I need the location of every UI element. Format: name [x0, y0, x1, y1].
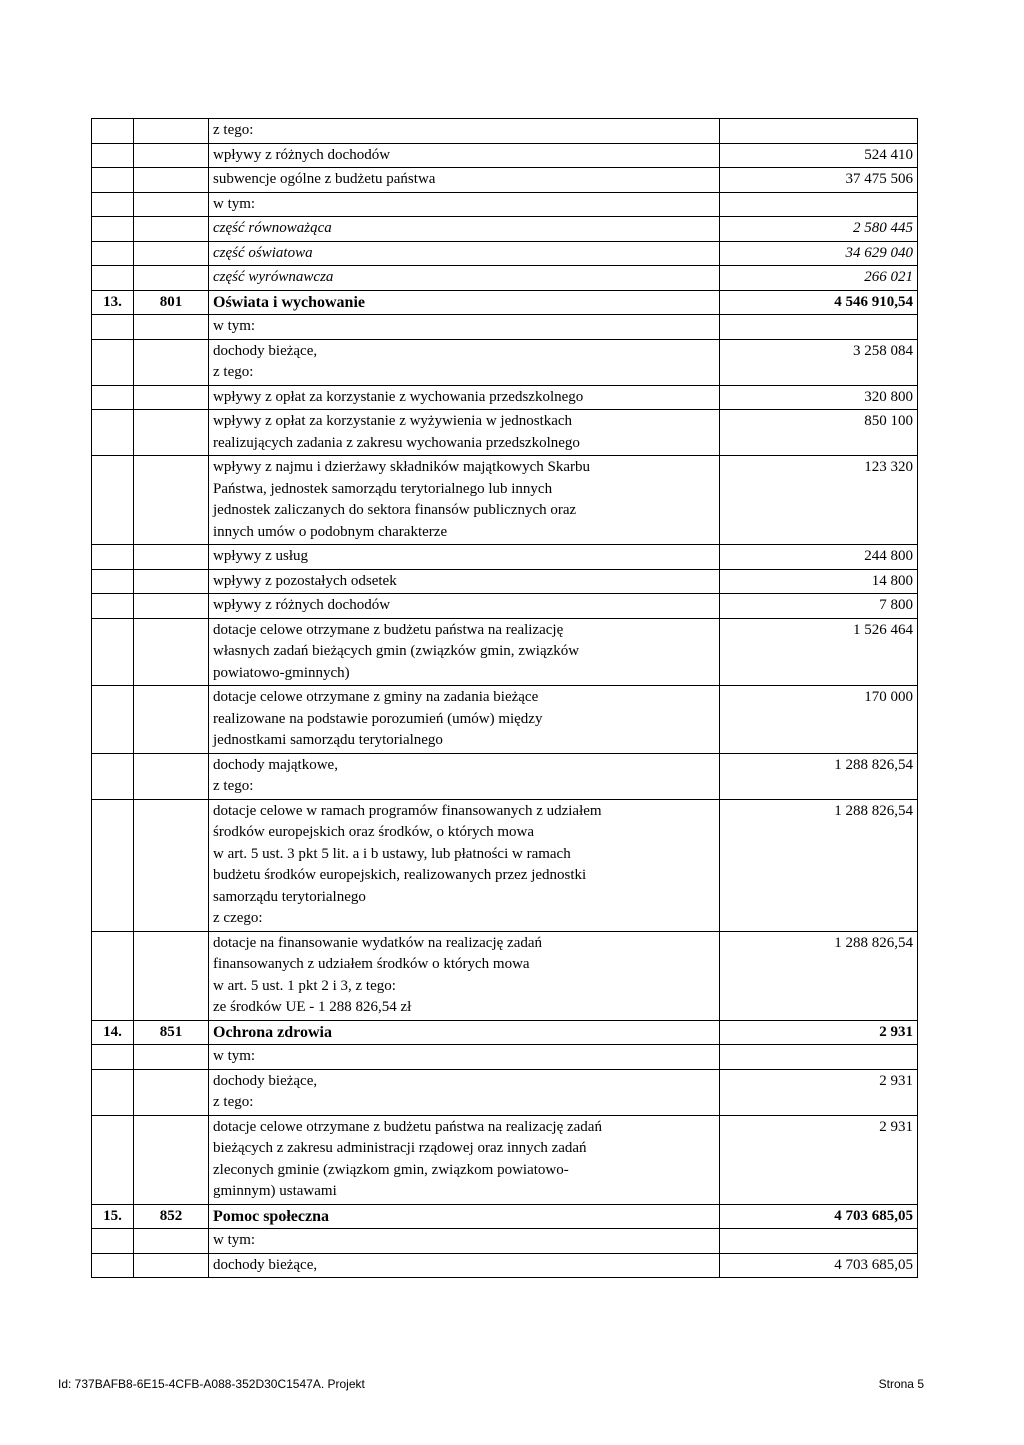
description-line: dotacje na finansowanie wydatków na realizację zadań	[213, 934, 543, 951]
description-line: część oświatowa	[213, 244, 313, 261]
description-line: Państwa, jednostek samorządu terytorialnego lub innych	[213, 480, 553, 497]
section-code	[134, 1253, 209, 1278]
description-line: część równoważąca	[213, 220, 332, 236]
row-description	[209, 931, 720, 1020]
row-amount: 850 100	[720, 410, 918, 456]
description-line: dotacje celowe otrzymane z budżetu państwa na realizację	[213, 621, 564, 638]
row-number	[92, 119, 134, 144]
description-line: środków europejskich oraz środków, o których mowa	[213, 824, 535, 840]
section-code	[134, 410, 209, 456]
row-description	[209, 1115, 720, 1204]
table-row	[92, 1229, 918, 1254]
table-row	[92, 1115, 918, 1204]
row-description	[209, 241, 720, 266]
description-line: realizowane na podstawie porozumień (umów) między	[213, 710, 543, 727]
section-code	[134, 1045, 209, 1070]
description-line: Oświata i wychowanie	[213, 293, 365, 311]
row-description	[209, 594, 720, 619]
row-number	[92, 192, 134, 217]
row-amount	[720, 1045, 918, 1070]
table-row	[92, 385, 918, 410]
row-description	[209, 192, 720, 217]
row-number: 13.	[92, 290, 134, 315]
row-amount	[720, 1229, 918, 1254]
row-number	[92, 143, 134, 168]
row-number: 15.	[92, 1204, 134, 1229]
description-line: w tym:	[213, 318, 256, 334]
section-code	[134, 266, 209, 291]
row-amount: 7 800	[720, 594, 918, 619]
table-row	[92, 618, 918, 686]
table-row	[92, 594, 918, 619]
row-amount: 1 526 464	[720, 618, 918, 686]
income-table	[91, 118, 918, 1278]
description-line: dochody bieżące,	[213, 342, 318, 359]
description-line: powiatowo-gminnych)	[213, 664, 350, 681]
row-number	[92, 1253, 134, 1278]
row-number	[92, 799, 134, 931]
row-description	[209, 385, 720, 410]
row-number	[92, 931, 134, 1020]
section-code	[134, 569, 209, 594]
row-description	[209, 1253, 720, 1278]
description-line: bieżących z zakresu administracji rządowej oraz innych zadań	[213, 1140, 587, 1156]
row-description	[209, 1069, 720, 1115]
table-row	[92, 545, 918, 570]
row-description	[209, 545, 720, 570]
table-row	[92, 456, 918, 545]
table-row	[92, 339, 918, 385]
table-row	[92, 241, 918, 266]
table-row	[92, 290, 918, 315]
income-table-body	[92, 119, 918, 1278]
row-number	[92, 168, 134, 193]
description-line: w art. 5 ust. 3 pkt 5 lit. a i b ustawy, lub płatności w ramach	[213, 845, 571, 862]
row-amount: 4 546 910,54	[720, 290, 918, 315]
row-number	[92, 410, 134, 456]
description-line: z tego:	[213, 1094, 254, 1110]
row-description	[209, 1229, 720, 1254]
table-row	[92, 192, 918, 217]
description-line: Ochrona zdrowia	[213, 1023, 332, 1041]
row-number	[92, 1045, 134, 1070]
description-line: w tym:	[213, 1048, 256, 1064]
description-line: wpływy z opłat za korzystanie z wychowania przedszkolnego	[213, 388, 584, 405]
row-amount	[720, 119, 918, 144]
table-row	[92, 1253, 918, 1278]
table-row	[92, 569, 918, 594]
row-description	[209, 119, 720, 144]
table-row	[92, 217, 918, 242]
description-line: wpływy z najmu i dzierżawy składników majątkowych Skarbu	[213, 459, 590, 475]
table-row	[92, 1069, 918, 1115]
section-code	[134, 545, 209, 570]
row-number	[92, 1229, 134, 1254]
row-number	[92, 217, 134, 242]
table-row	[92, 1020, 918, 1045]
row-number	[92, 569, 134, 594]
section-code	[134, 799, 209, 931]
section-code	[134, 1069, 209, 1115]
description-line: część wyrównawcza	[213, 269, 334, 285]
row-number	[92, 686, 134, 754]
description-line: jednostkami samorządu terytorialnego	[213, 732, 443, 748]
row-number	[92, 753, 134, 799]
row-number	[92, 1115, 134, 1204]
row-amount: 1 288 826,54	[720, 931, 918, 1020]
row-number	[92, 545, 134, 570]
section-code	[134, 119, 209, 144]
description-line: w art. 5 ust. 1 pkt 2 i 3, z tego:	[213, 977, 396, 994]
document-id: Id: 737BAFB8-6E15-4CFB-A088-352D30C1547A. Projekt	[58, 1377, 365, 1391]
row-amount	[720, 315, 918, 340]
description-line: gminnym) ustawami	[213, 1183, 337, 1199]
table-row	[92, 119, 918, 144]
row-number	[92, 266, 134, 291]
table-row	[92, 143, 918, 168]
description-line: zleconych gminie (związkom gmin, związkom powiatowo-	[213, 1161, 569, 1178]
section-code	[134, 385, 209, 410]
table-row	[92, 266, 918, 291]
section-code: 801	[134, 290, 209, 315]
table-row	[92, 686, 918, 754]
description-line: Pomoc społeczna	[213, 1207, 329, 1225]
row-description	[209, 799, 720, 931]
row-amount: 1 288 826,54	[720, 799, 918, 931]
row-number	[92, 339, 134, 385]
description-line: dochody bieżące,	[213, 1256, 318, 1273]
row-amount: 3 258 084	[720, 339, 918, 385]
table-row	[92, 753, 918, 799]
description-line: wpływy z pozostałych odsetek	[213, 572, 397, 589]
section-code	[134, 931, 209, 1020]
section-code	[134, 456, 209, 545]
section-code	[134, 618, 209, 686]
description-line: z tego:	[213, 778, 254, 794]
section-code	[134, 241, 209, 266]
description-line: wpływy z różnych dochodów	[213, 146, 391, 163]
section-code	[134, 192, 209, 217]
description-line: z czego:	[213, 910, 263, 926]
row-amount: 2 580 445	[720, 217, 918, 242]
row-amount: 4 703 685,05	[720, 1204, 918, 1229]
description-line: ze środków UE - 1 288 826,54 zł	[213, 999, 412, 1015]
description-line: własnych zadań bieżących gmin (związków gmin, związków	[213, 643, 580, 659]
row-amount: 1 288 826,54	[720, 753, 918, 799]
description-line: finansowanych z udziałem środków o których mowa	[213, 956, 530, 972]
row-amount: 2 931	[720, 1115, 918, 1204]
row-amount: 37 475 506	[720, 168, 918, 193]
description-line: dochody bieżące,	[213, 1072, 318, 1089]
description-line: w tym:	[213, 195, 256, 212]
row-number	[92, 315, 134, 340]
row-number: 14.	[92, 1020, 134, 1045]
row-description	[209, 753, 720, 799]
table-row	[92, 1045, 918, 1070]
table-row	[92, 168, 918, 193]
row-amount: 123 320	[720, 456, 918, 545]
row-amount: 266 021	[720, 266, 918, 291]
description-line: dochody majątkowe,	[213, 756, 338, 773]
section-code: 851	[134, 1020, 209, 1045]
section-code: 852	[134, 1204, 209, 1229]
row-description	[209, 290, 720, 315]
row-amount: 2 931	[720, 1020, 918, 1045]
row-description	[209, 143, 720, 168]
row-description	[209, 1020, 720, 1045]
row-description	[209, 315, 720, 340]
row-description	[209, 410, 720, 456]
row-description	[209, 569, 720, 594]
description-line: budżetu środków europejskich, realizowanych przez jednostki	[213, 867, 587, 883]
section-code	[134, 339, 209, 385]
description-line: subwencje ogólne z budżetu państwa	[213, 171, 436, 187]
section-code	[134, 217, 209, 242]
row-description	[209, 1204, 720, 1229]
section-code	[134, 168, 209, 193]
row-amount: 320 800	[720, 385, 918, 410]
description-line: wpływy z opłat za korzystanie z wyżywienia w jednostkach	[213, 413, 573, 429]
row-amount: 2 931	[720, 1069, 918, 1115]
description-line: dotacje celowe w ramach programów finansowanych z udziałem	[213, 802, 602, 819]
row-number	[92, 456, 134, 545]
row-amount: 14 800	[720, 569, 918, 594]
section-code	[134, 753, 209, 799]
table-row	[92, 1204, 918, 1229]
description-line: jednostek zaliczanych do sektora finansów publicznych oraz	[213, 502, 577, 518]
description-line: w tym:	[213, 1232, 256, 1248]
table-row	[92, 931, 918, 1020]
table-row	[92, 410, 918, 456]
row-number	[92, 618, 134, 686]
section-code	[134, 1229, 209, 1254]
section-code	[134, 143, 209, 168]
table-row	[92, 315, 918, 340]
section-code	[134, 1115, 209, 1204]
page-number: Strona 5	[878, 1377, 924, 1391]
section-code	[134, 315, 209, 340]
description-line: wpływy z usług	[213, 548, 308, 564]
row-number	[92, 385, 134, 410]
row-description	[209, 168, 720, 193]
table-row	[92, 799, 918, 931]
row-amount: 524 410	[720, 143, 918, 168]
row-amount: 4 703 685,05	[720, 1253, 918, 1278]
row-description	[209, 339, 720, 385]
section-code	[134, 594, 209, 619]
row-description	[209, 266, 720, 291]
description-line: samorządu terytorialnego	[213, 888, 366, 905]
row-description	[209, 456, 720, 545]
row-description	[209, 686, 720, 754]
row-number	[92, 1069, 134, 1115]
description-line: realizujących zadania z zakresu wychowania przedszkolnego	[213, 434, 580, 451]
row-amount: 170 000	[720, 686, 918, 754]
row-amount: 34 629 040	[720, 241, 918, 266]
row-number	[92, 241, 134, 266]
section-code	[134, 686, 209, 754]
row-amount	[720, 192, 918, 217]
description-line: innych umów o podobnym charakterze	[213, 523, 448, 540]
description-line: z tego:	[213, 122, 254, 138]
description-line: z tego:	[213, 364, 254, 380]
row-number	[92, 594, 134, 619]
row-description	[209, 217, 720, 242]
row-amount: 244 800	[720, 545, 918, 570]
row-description	[209, 618, 720, 686]
description-line: wpływy z różnych dochodów	[213, 597, 391, 613]
description-line: dotacje celowe otrzymane z gminy na zadania bieżące	[213, 689, 539, 705]
row-description	[209, 1045, 720, 1070]
description-line: dotacje celowe otrzymane z budżetu państwa na realizację zadań	[213, 1118, 602, 1135]
